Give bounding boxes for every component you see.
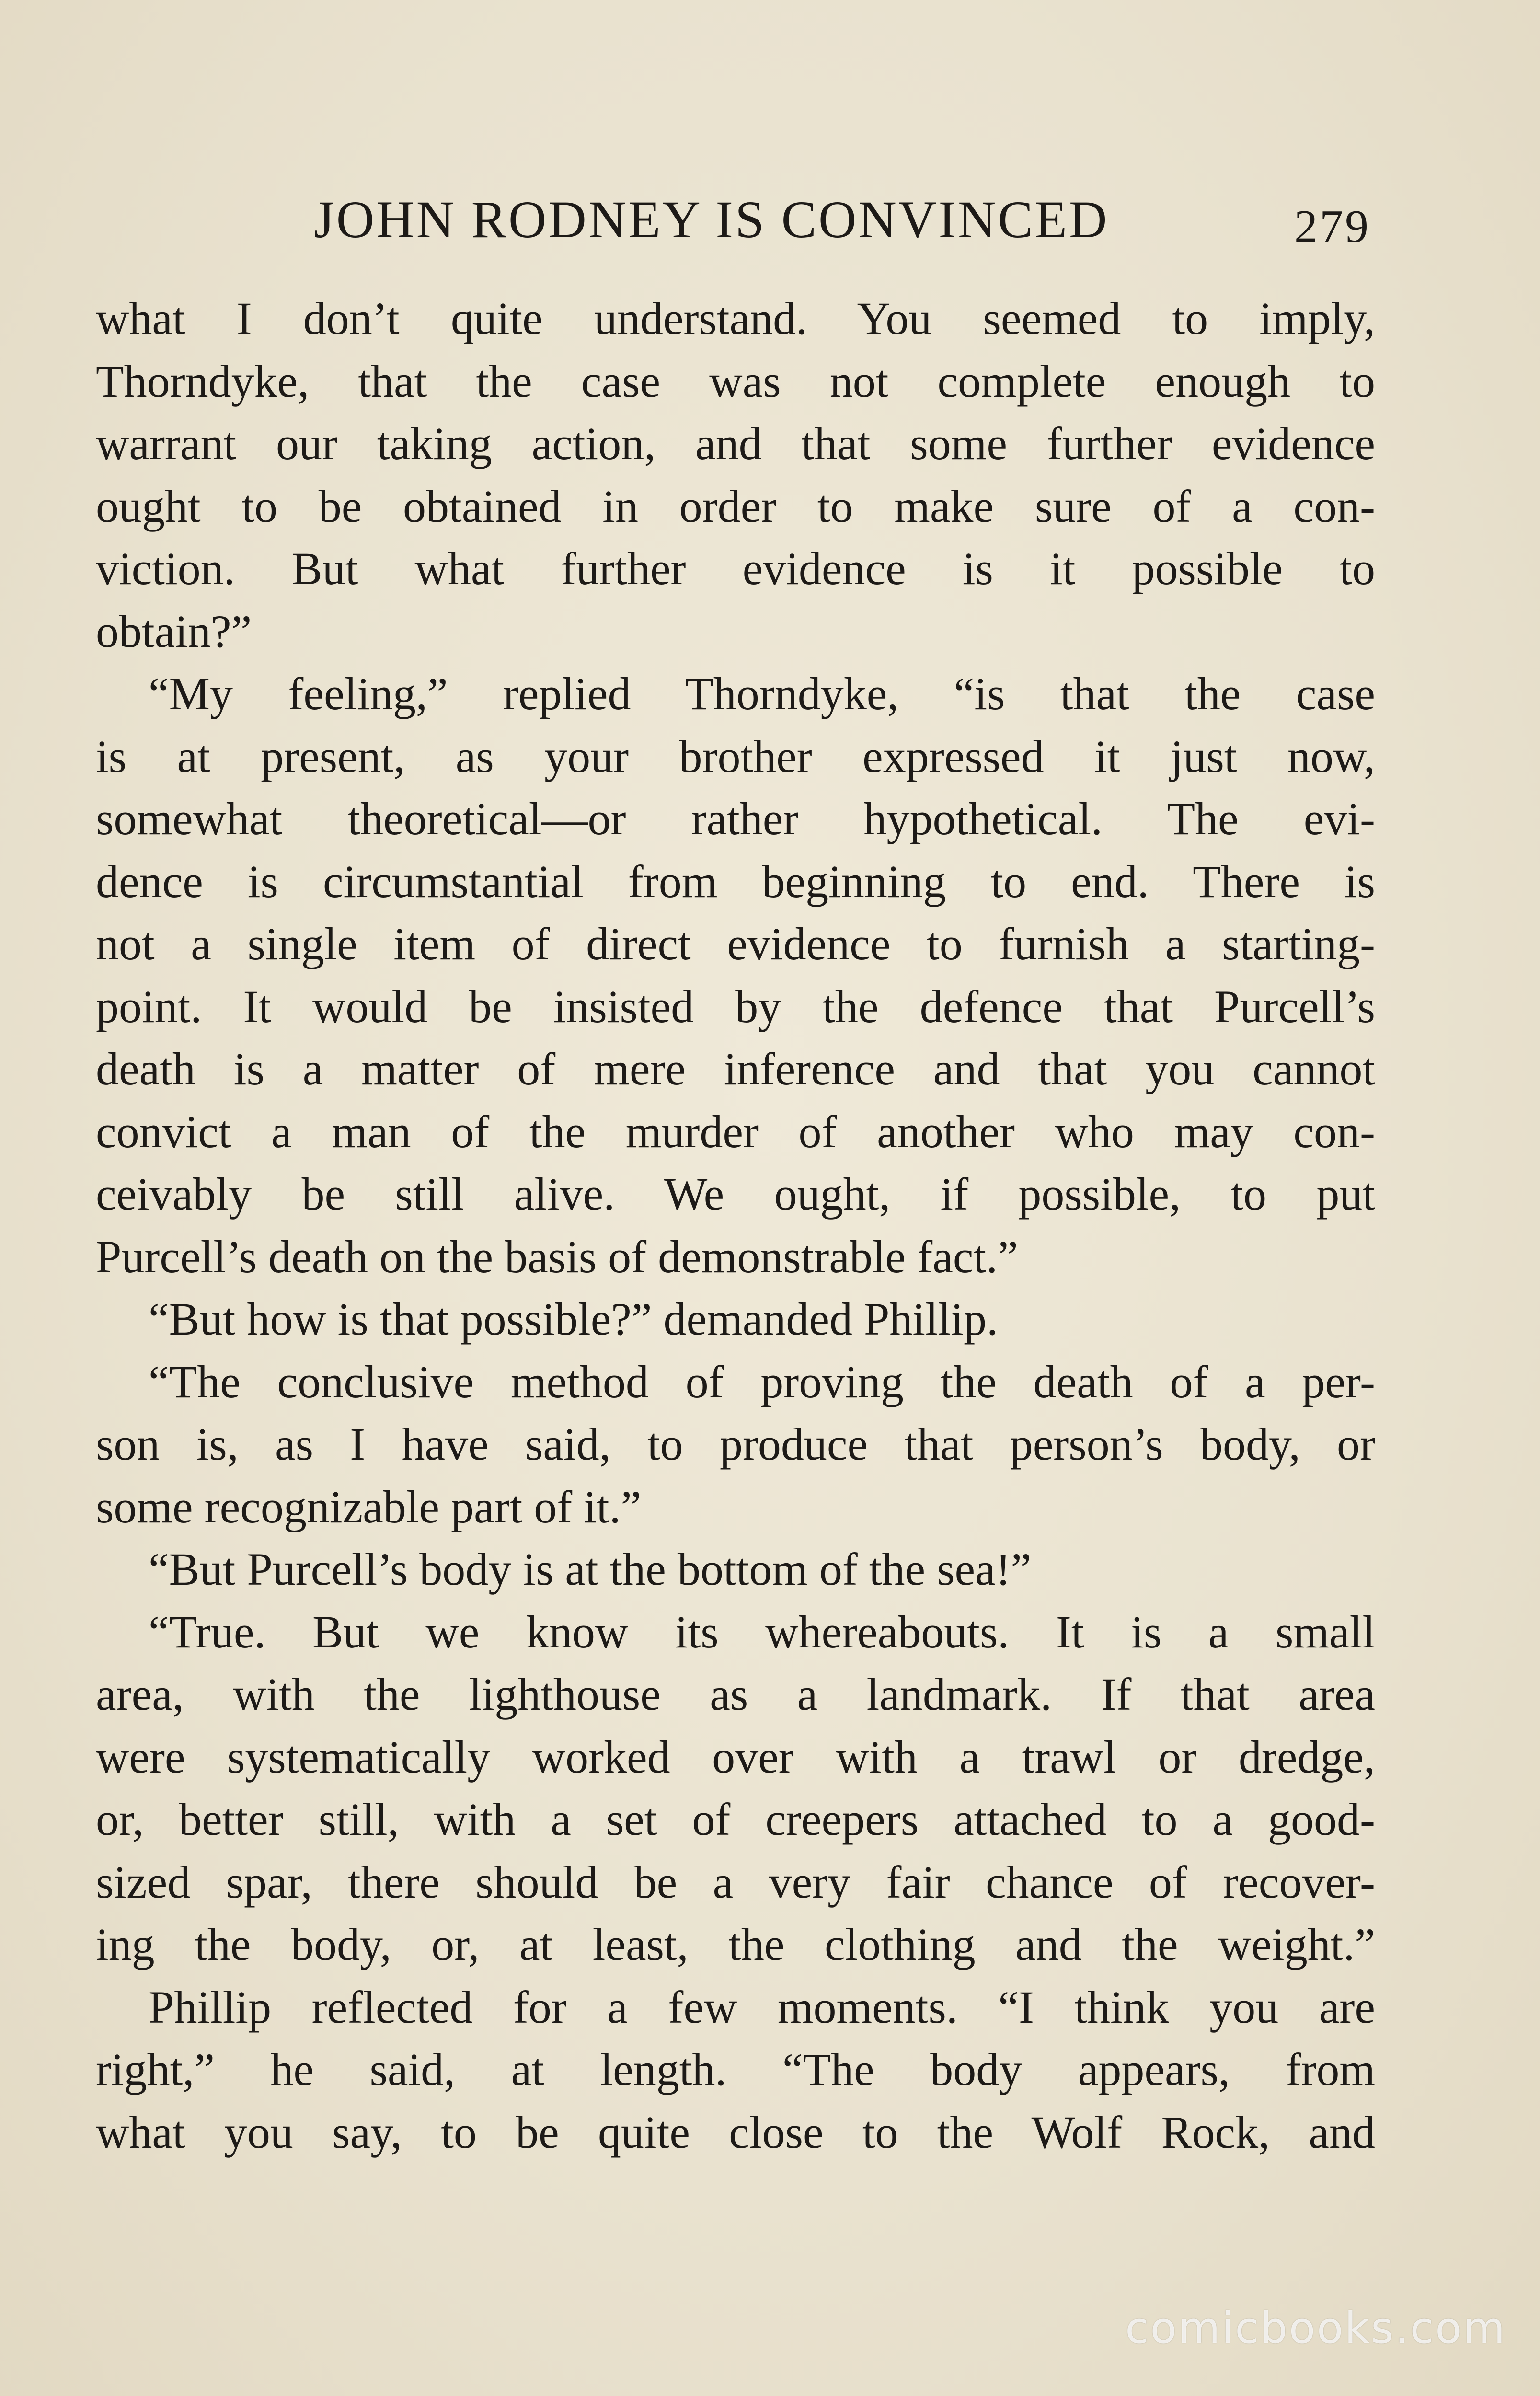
text-line: son is, as I have said, to produce that person’s body, or xyxy=(96,1418,1375,1470)
text-line: were systematically worked over with a trawl or dredge, xyxy=(96,1731,1375,1783)
text-line: sized spar, there should be a very fair chance of recover- xyxy=(96,1856,1375,1908)
text-line: Phillip reflected for a few moments. “I think you are xyxy=(149,1981,1375,2033)
text-line: or, better still, with a set of creepers attached to a good- xyxy=(96,1794,1375,1845)
text-line: “True. But we know its whereabouts. It is a small xyxy=(149,1606,1375,1658)
text-line: what you say, to be quite close to the Wolf Rock, and xyxy=(96,2106,1375,2158)
page-header xyxy=(96,189,1380,261)
text-line: “But Purcell’s body is at the bottom of the sea!” xyxy=(149,1544,1032,1595)
text-line: ought to be obtained in order to make sure of a con- xyxy=(96,480,1375,532)
text-line: what I don’t quite understand. You seemed to imply, xyxy=(96,293,1375,344)
page-number: 279 xyxy=(1294,201,1370,253)
text-line: viction. But what further evidence is it possible to xyxy=(96,543,1375,594)
body-text xyxy=(96,288,1375,2164)
text-line: right,” he said, at length. “The body appears, from xyxy=(96,2044,1375,2095)
text-line: ing the body, or, at least, the clothing and the weight.” xyxy=(96,1919,1375,1970)
text-line: not a single item of direct evidence to furnish a starting- xyxy=(96,918,1375,969)
text-line: obtain?” xyxy=(96,605,252,657)
text-line: “The conclusive method of proving the death of a per- xyxy=(149,1356,1375,1407)
text-line: is at present, as your brother expressed it just now, xyxy=(96,730,1375,782)
text-line: area, with the lighthouse as a landmark. If that area xyxy=(96,1669,1375,1720)
watermark: comicbooks.com xyxy=(1125,2303,1506,2353)
text-line: convict a man of the murder of another who may con- xyxy=(96,1106,1375,1157)
text-line: some recognizable part of it.” xyxy=(96,1481,642,1532)
text-line: point. It would be insisted by the defence that Purcell’s xyxy=(96,980,1375,1032)
text-line: “But how is that possible?” demanded Phillip. xyxy=(149,1293,999,1345)
text-line: Thorndyke, that the case was not complete enough to xyxy=(96,355,1375,407)
text-line: warrant our taking action, and that some further evidence xyxy=(96,418,1375,469)
text-line: ceivably be still alive. We ought, if possible, to put xyxy=(96,1168,1375,1220)
text-line: dence is circumstantial from beginning to end. There is xyxy=(96,855,1375,907)
text-line: “My feeling,” replied Thorndyke, “is that the case xyxy=(149,668,1375,719)
running-head: JOHN RODNEY IS CONVINCED xyxy=(314,190,1109,249)
text-line: Purcell’s death on the basis of demonstrable fact.” xyxy=(96,1231,1018,1282)
text-line: death is a matter of mere inference and that you cannot xyxy=(96,1043,1375,1094)
text-line: somewhat theoretical—or rather hypothetical. The evi- xyxy=(96,793,1375,844)
